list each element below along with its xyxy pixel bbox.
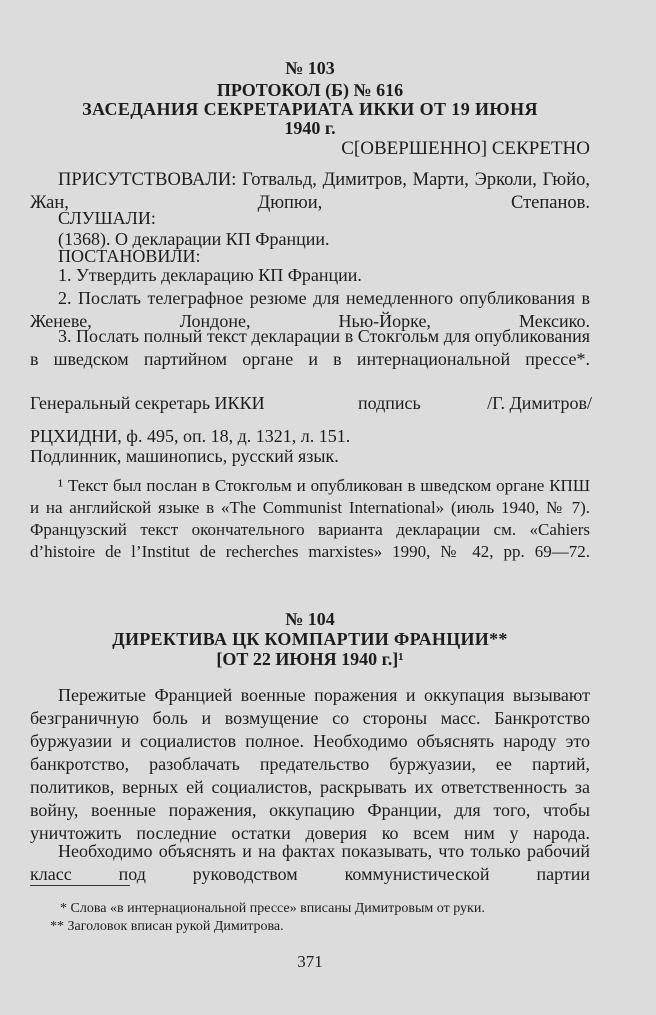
doc104-title: ДИРЕКТИВА ЦК КОМПАРТИИ ФРАНЦИИ**: [112, 629, 508, 649]
decision-item-3: 3. Послать полный текст декларации в Стокгольм для опубликования в шведском партийном органе и в интернациональной прессе*.: [30, 326, 590, 369]
doc103-number: № 103: [285, 58, 335, 78]
heard-label: СЛУШАЛИ:: [58, 208, 156, 228]
footnote-separator: [30, 885, 130, 886]
footnote-1: ¹ Текст был послан в Стокгольм и опубликован в шведском органе КПШ и на английской языке в «The Communist International» (июль 1940, № 7). Французский текст окончательного варианта декларации см. «Cahiers d’histoire de l’Institut de recherches marxistes» 1990, № 42, pp. 69—72.: [30, 476, 590, 561]
footnote-star-2: ** Заголовок вписан рукой Димитрова.: [50, 919, 284, 934]
signature-role: Генеральный секретарь ИККИ: [30, 393, 265, 413]
archive-type: Подлинник, машинопись, русский язык.: [30, 446, 339, 466]
archive-reference: РЦХИДНИ, ф. 495, оп. 18, д. 1321, л. 151.: [30, 426, 351, 446]
doc103-title: ПРОТОКОЛ (Б) № 616: [216, 80, 404, 100]
doc103-year: 1940 г.: [284, 118, 336, 138]
doc104-number: № 104: [285, 609, 335, 629]
present-list: ПРИСУТСТВОВАЛИ: Готвальд, Димитров, Марти, Эрколи, Гюйо, Жан, Дюпюи, Степанов.: [30, 170, 590, 213]
doc104-paragraph-1: Пережитые Францией военные поражения и оккупация вызывают безграничную боль и возмущение со стороны масс. Банкротство буржуазии и социалистов полное. Необходимо объяснять народу это банкротство, разоблачать предательство буржуазии, ее партий, политиков, верных ей социалистов, раскрывать их ответственность за войну, военные поражения, оккупацию Франции, для того, чтобы уничтожить последние остатки доверия ко всем ним у народа.: [30, 685, 590, 843]
classification-stamp: С[ОВЕРШЕННО] СЕКРЕТНО: [341, 138, 590, 159]
doc104-paragraph-2: Необходимо объяснять и на фактах показывать, что только рабочий класс под руководством коммунистической партии: [30, 841, 590, 884]
page-number: 371: [297, 952, 323, 971]
doc104-date: [ОТ 22 ИЮНЯ 1940 г.]¹: [216, 649, 404, 669]
decision-item-1: 1. Утвердить декларацию КП Франции.: [58, 265, 362, 285]
decision-item-2: 2. Послать телеграфное резюме для немедленного опубликования в Женеве, Лондоне, Нью-Йорке, Мексико.: [30, 288, 590, 331]
doc103-subtitle: ЗАСЕДАНИЯ СЕКРЕТАРИАТА ИККИ ОТ 19 ИЮНЯ: [82, 99, 538, 119]
signature-word: подпись: [358, 393, 421, 413]
footnote-star-1: * Слова «в интернациональной прессе» вписаны Димитровым от руки.: [60, 901, 485, 916]
signature-name: /Г. Димитров/: [487, 393, 592, 413]
signature-line: [30, 392, 590, 415]
heard-text: (1368). О декларации КП Франции.: [58, 229, 330, 249]
decided-label: ПОСТАНОВИЛИ:: [58, 246, 201, 266]
